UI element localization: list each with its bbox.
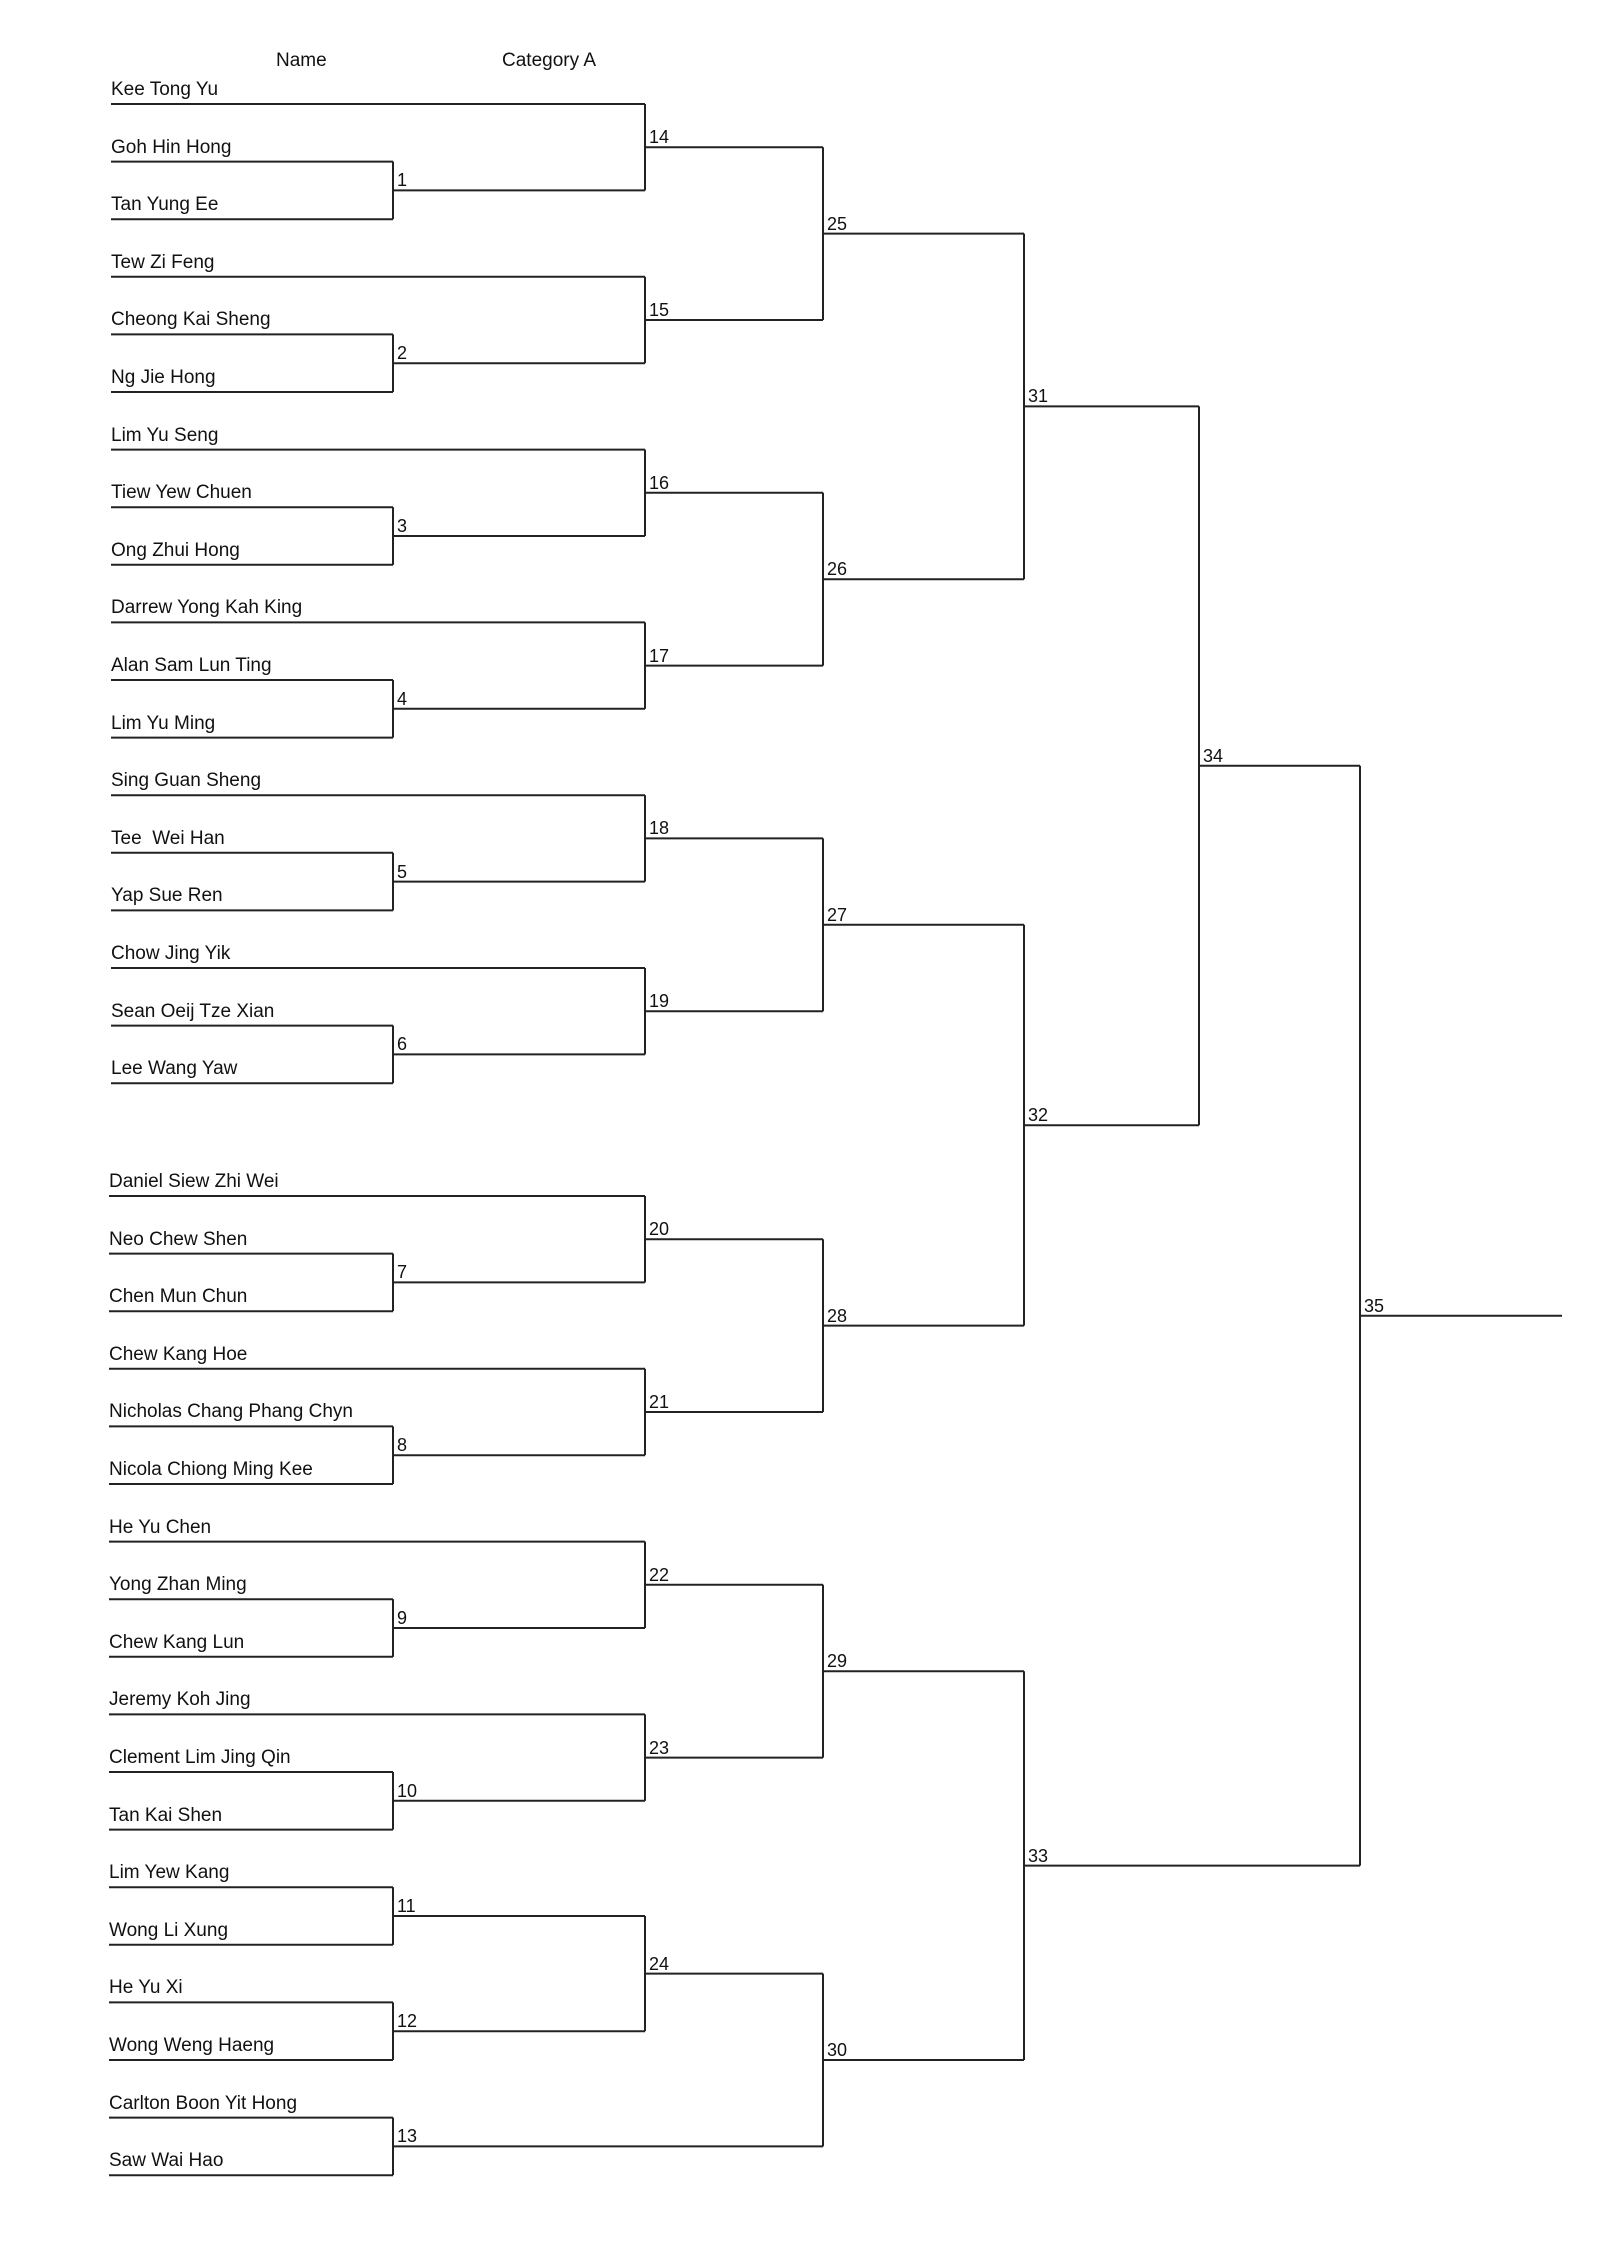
player-name: Tew Zi Feng (111, 251, 215, 273)
player-name: Lim Yu Seng (111, 424, 219, 446)
player-name: Clement Lim Jing Qin (109, 1747, 291, 1768)
player-name: Lim Yew Kang (109, 1862, 230, 1884)
match-number: 7 (397, 1262, 408, 1283)
player-name: Tiew Yew Chuen (111, 482, 252, 504)
player-name: Lee Wang Yaw (111, 1058, 238, 1080)
player-name: Saw Wai Hao (109, 2150, 224, 2172)
player-name: Tan Yung Ee (111, 194, 219, 216)
player-name: Carlton Boon Yit Hong (109, 2092, 298, 2114)
player-name: He Yu Chen (109, 1516, 212, 1538)
match-number: 34 (1203, 745, 1224, 766)
match-number: 19 (649, 991, 670, 1012)
player-name: Yong Zhan Ming (109, 1574, 247, 1596)
match-number: 8 (397, 1435, 408, 1456)
match-number: 14 (649, 127, 670, 148)
player-name: Darrew Yong Kah King (111, 597, 303, 619)
match-number: 20 (649, 1219, 670, 1240)
player-name: Alan Sam Lun Ting (111, 655, 272, 676)
player-name: Neo Chew Shen (109, 1228, 248, 1250)
match-number: 23 (649, 1737, 670, 1758)
player-name: Yap Sue Ren (111, 885, 223, 907)
match-number: 3 (397, 516, 408, 536)
match-number: 9 (397, 1608, 408, 1628)
match-number: 22 (649, 1564, 670, 1585)
match-number: 6 (397, 1034, 408, 1055)
match-number: 16 (649, 472, 670, 493)
player-name: Nicholas Chang Phang Chyn (109, 1401, 353, 1423)
player-name: Lim Yu Ming (111, 712, 216, 734)
match-number: 2 (397, 343, 408, 364)
player-name: Chew Kang Hoe (109, 1343, 248, 1365)
match-number: 33 (1028, 1845, 1049, 1866)
player-name: Kee Tong Yu (111, 79, 219, 100)
player-name: Goh Hin Hong (111, 136, 232, 158)
player-name: Daniel Siew Zhi Wei (109, 1171, 279, 1192)
match-number: 29 (827, 1651, 848, 1672)
match-number: 25 (827, 213, 848, 234)
match-number: 10 (397, 1780, 418, 1801)
match-number: 27 (827, 904, 848, 925)
player-name: Jeremy Koh Jing (109, 1689, 251, 1711)
match-number: 15 (649, 300, 670, 320)
match-number: 35 (1364, 1295, 1385, 1316)
player-name: Tan Kai Shen (109, 1804, 223, 1826)
match-number: 5 (397, 861, 408, 882)
player-name: Ong Zhui Hong (111, 539, 240, 561)
match-number: 30 (827, 2040, 848, 2060)
player-name: Sing Guan Sheng (111, 770, 262, 792)
match-number: 24 (649, 1953, 670, 1974)
player-name: Wong Weng Haeng (109, 2035, 275, 2056)
player-name: He Yu Xi (109, 1977, 183, 1999)
player-name: Chen Mun Chun (109, 1286, 248, 1308)
player-name: Nicola Chiong Ming Kee (109, 1459, 313, 1480)
player-name: Cheong Kai Sheng (111, 309, 271, 331)
match-number: 13 (397, 2126, 418, 2147)
match-number: 31 (1028, 386, 1049, 407)
match-number: 12 (397, 2011, 418, 2032)
player-name: Sean Oeij Tze Xian (111, 1000, 275, 1022)
player-name: Wong Li Xung (109, 1919, 229, 1941)
match-number: 1 (397, 170, 408, 191)
player-name: Chow Jing Yik (111, 943, 231, 964)
category-header: Category A (502, 50, 596, 71)
match-number: 4 (397, 688, 408, 709)
name-column-header: Name (276, 50, 327, 71)
player-name: Tee Wei Han (111, 827, 225, 849)
match-number: 18 (649, 818, 670, 839)
match-number: 28 (827, 1305, 848, 1326)
player-name: Chew Kang Lun (109, 1631, 245, 1653)
match-number: 11 (397, 1896, 416, 1916)
match-number: 17 (649, 645, 670, 666)
match-number: 26 (827, 559, 848, 580)
match-number: 21 (649, 1392, 670, 1412)
match-number: 32 (1028, 1105, 1049, 1126)
player-name: Ng Jie Hong (111, 367, 216, 388)
